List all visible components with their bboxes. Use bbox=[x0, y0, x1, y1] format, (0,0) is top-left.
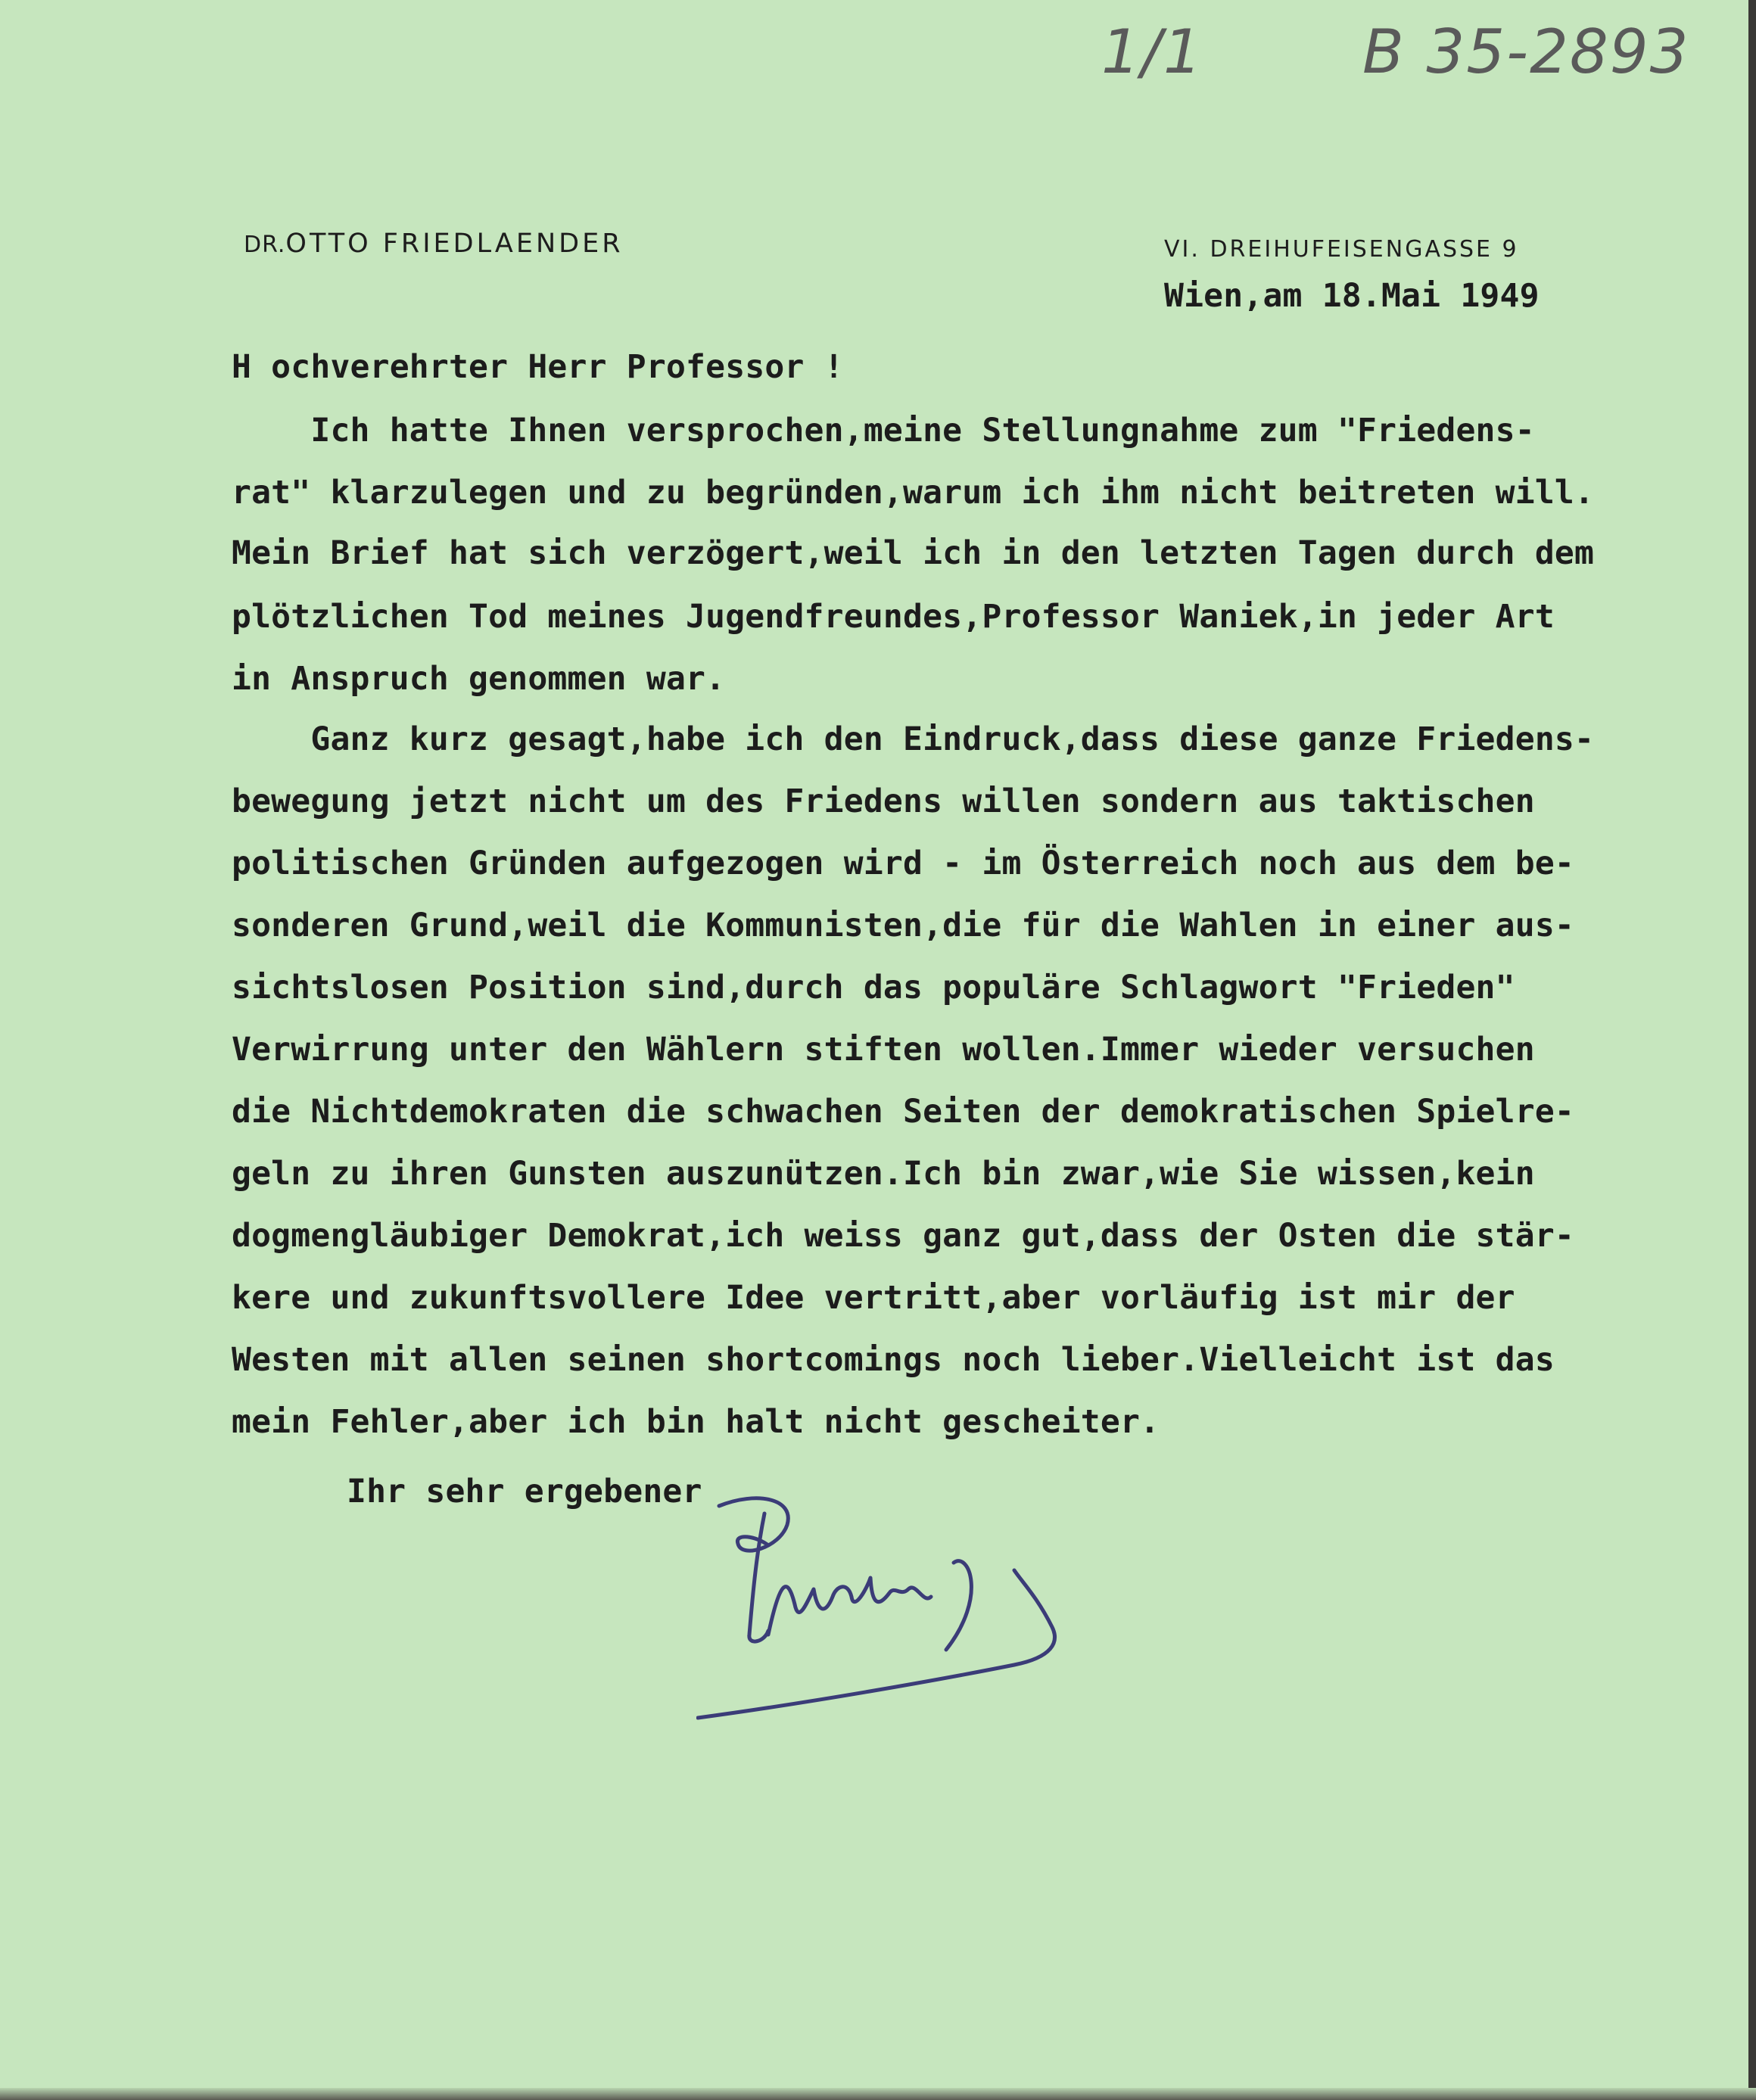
body-line: die Nichtdemokraten die schwachen Seiten der demokratischen Spielre- bbox=[232, 1093, 1574, 1131]
body-line: politischen Gründen aufgezogen wird - im Österreich noch aus dem be- bbox=[232, 845, 1574, 882]
body-line: Mein Brief hat sich verzögert,weil ich in den letzten Tagen durch dem bbox=[232, 534, 1595, 572]
handwritten-signature bbox=[696, 1491, 1090, 1748]
sender-prefix: DR. bbox=[244, 232, 286, 258]
body-line: dogmengläubiger Demokrat,ich weiss ganz gut,dass der Osten die stär- bbox=[232, 1217, 1574, 1255]
body-line: rat" klarzulegen und zu begründen,warum ich ihm nicht beitreten will. bbox=[232, 474, 1595, 512]
letter-salutation: H ochverehrter Herr Professor ! bbox=[232, 348, 844, 386]
body-line: sonderen Grund,weil die Kommunisten,die für die Wahlen in einer aus- bbox=[232, 907, 1574, 944]
scan-bottom-shadow bbox=[0, 2088, 1756, 2100]
scan-edge-shadow bbox=[1748, 0, 1756, 2100]
body-line: Verwirrung unter den Wählern stiften wollen.Immer wieder versuchen bbox=[232, 1031, 1535, 1069]
body-line: kere und zukunftsvollere Idee vertritt,aber vorläufig ist mir der bbox=[232, 1279, 1515, 1317]
page-reference-annotation: 1/1 bbox=[1101, 17, 1203, 87]
body-line: Ich hatte Ihnen versprochen,meine Stellungnahme zum "Friedens- bbox=[232, 412, 1535, 450]
body-line: bewegung jetzt nicht um des Friedens willen sondern aus taktischen bbox=[232, 782, 1535, 820]
body-line: geln zu ihren Gunsten auszunützen.Ich bin zwar,wie Sie wissen,kein bbox=[232, 1155, 1535, 1193]
sender-name: OTTO FRIEDLAENDER bbox=[285, 229, 624, 259]
body-line: in Anspruch genommen war. bbox=[232, 660, 726, 698]
archive-number-annotation: B 35-2893 bbox=[1362, 17, 1690, 87]
sender-address: VI. DREIHUFEISENGASSE 9 bbox=[1164, 236, 1519, 263]
body-line: mein Fehler,aber ich bin halt nicht gescheiter. bbox=[232, 1403, 1160, 1441]
body-line: plötzlichen Tod meines Jugendfreundes,Professor Waniek,in jeder Art bbox=[232, 598, 1555, 636]
sender-letterhead bbox=[244, 229, 624, 259]
letter-date: Wien,am 18.Mai 1949 bbox=[1164, 277, 1540, 315]
body-line: Westen mit allen seinen shortcomings noch lieber.Vielleicht ist das bbox=[232, 1341, 1555, 1379]
body-line: Ganz kurz gesagt,habe ich den Eindruck,dass diese ganze Friedens- bbox=[232, 720, 1595, 758]
body-line: sichtslosen Position sind,durch das populäre Schlagwort "Frieden" bbox=[232, 969, 1515, 1006]
letter-closing: Ihr sehr ergebener bbox=[347, 1473, 702, 1510]
